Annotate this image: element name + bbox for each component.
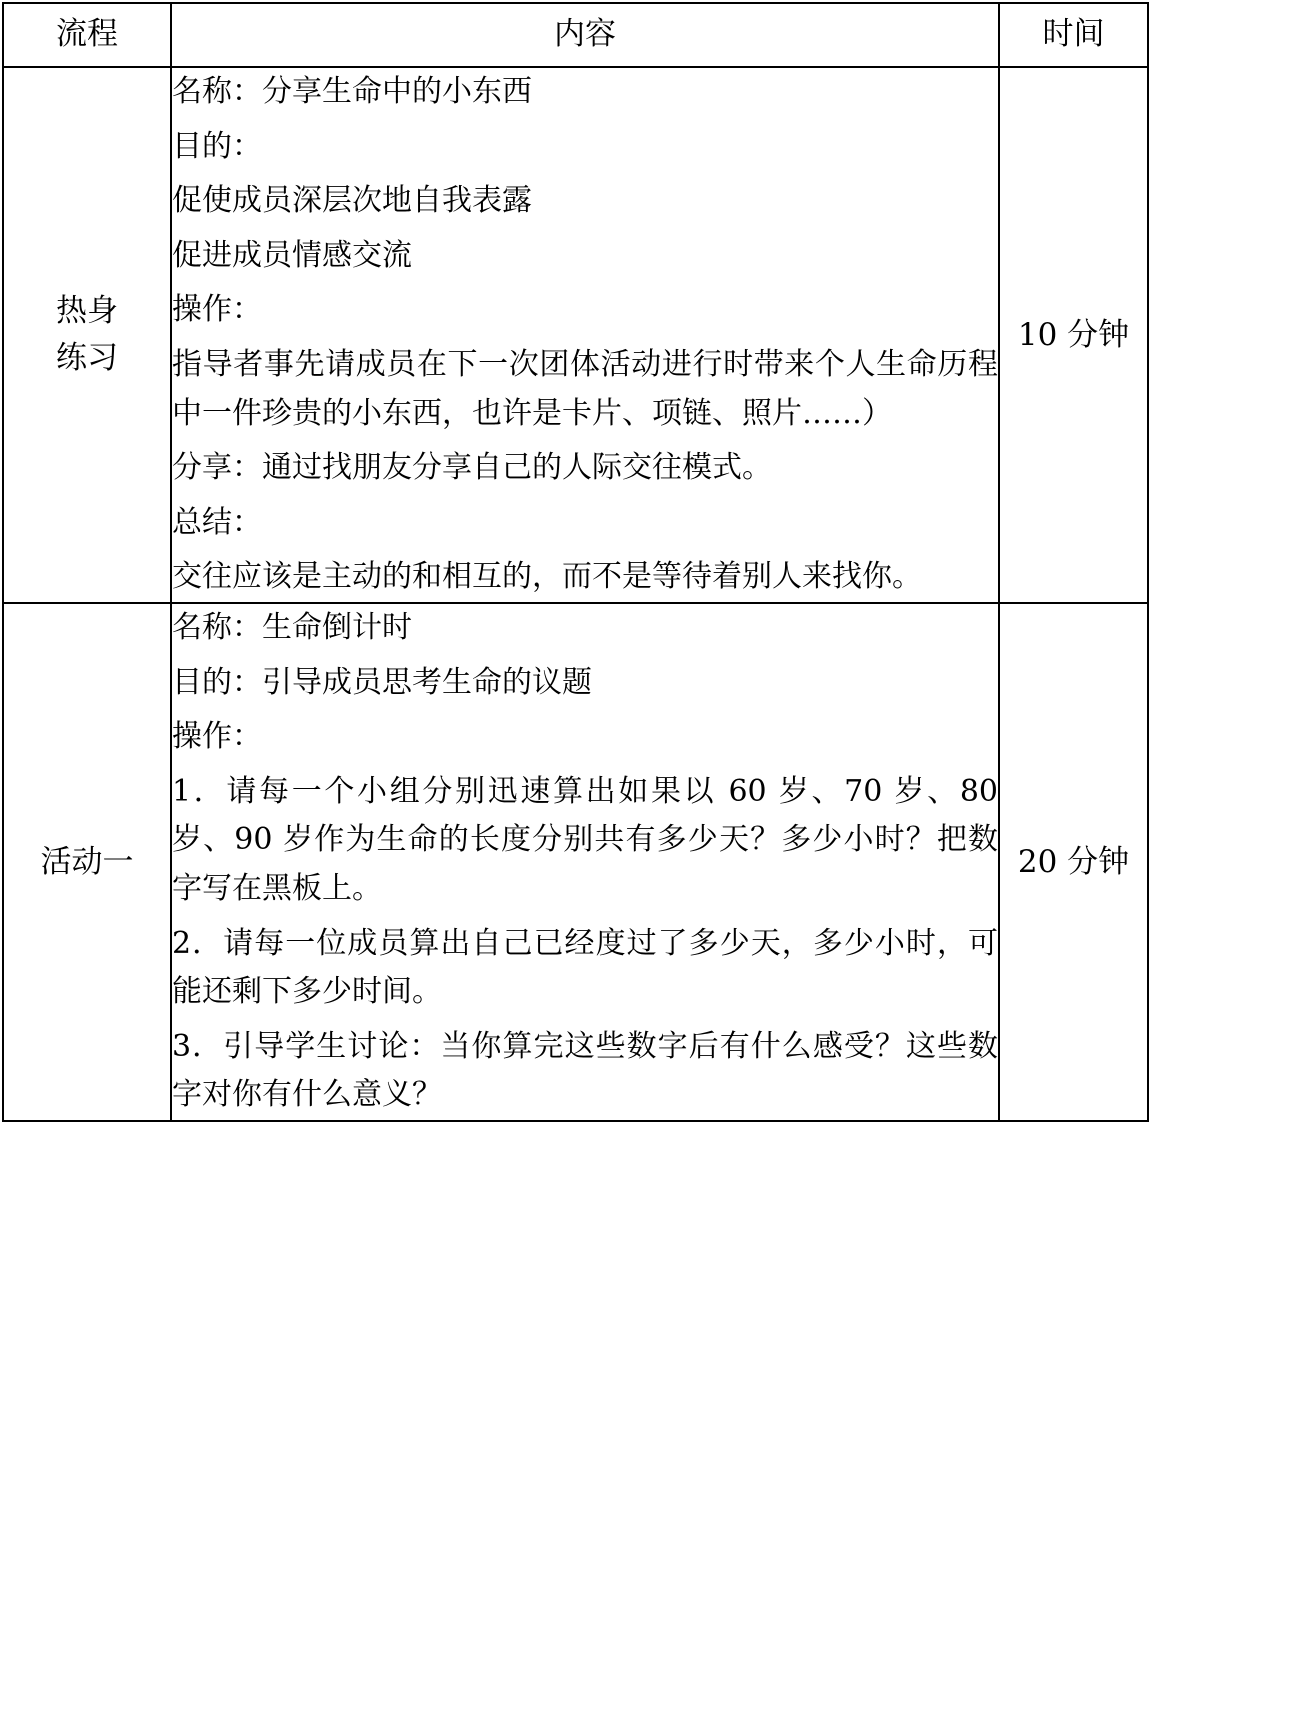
process-label-line: 活动一: [40, 843, 134, 880]
content-paragraph: 指导者事先请成员在下一次团体活动进行时带来个人生命历程中一件珍贵的小东西，也许是卡片、项链、照片……）: [172, 346, 998, 431]
process-label-stack: [4, 288, 170, 381]
header-time: 时间: [999, 3, 1148, 67]
row-time-cell: 10 分钟: [999, 67, 1148, 603]
process-label-line: 练习: [56, 339, 118, 376]
process-label-stack: [4, 839, 170, 886]
row-content-cell: [171, 67, 999, 603]
table-header: [3, 3, 1148, 67]
content-paragraph: 目的：引导成员思考生命的议题: [172, 664, 592, 700]
process-label-line: 热身: [56, 293, 118, 330]
row-content-cell: [171, 603, 999, 1121]
content-paragraph: 2．请每一位成员算出自己已经度过了多少天，多少小时，可能还剩下多少时间。: [172, 925, 998, 1010]
row-process-cell: [3, 603, 171, 1121]
content-paragraph: 操作：: [172, 292, 262, 328]
content-paragraph: 3．引导学生讨论：当你算完这些数字后有什么感受？这些数字对你有什么意义？: [172, 1028, 998, 1113]
content-paragraph: 促使成员深层次地自我表露: [172, 183, 532, 219]
table-row: [3, 67, 1148, 603]
header-content: 内容: [171, 3, 999, 67]
table-row: [3, 603, 1148, 1121]
content-paragraph: 名称：分享生命中的小东西: [172, 74, 532, 109]
content-paragraph: 操作：: [172, 719, 262, 755]
content-paragraph: 名称：生命倒计时: [172, 609, 412, 645]
row-time-cell: 20 分钟: [999, 603, 1148, 1121]
header-process: 流程: [3, 3, 171, 67]
content-paragraph: 分享：通过找朋友分享自己的人际交往模式。: [172, 450, 772, 486]
document-page: [0, 2, 1293, 1731]
table-body: [3, 67, 1148, 1121]
content-paragraph: 总结：: [172, 504, 262, 540]
content-paragraph: 促进成员情感交流: [172, 237, 412, 273]
table-header-row: [3, 3, 1148, 67]
content-paragraph: 目的：: [172, 128, 262, 164]
row-process-cell: [3, 67, 171, 603]
content-paragraph: 交往应该是主动的和相互的，而不是等待着别人来找你。: [172, 559, 922, 595]
content-paragraph: 1．请每一个小组分别迅速算出如果以 60 岁、70 岁、80 岁、90 岁作为生命的长度分别共有多少天？多少小时？把数字写在黑板上。: [172, 773, 998, 906]
lesson-plan-table: [2, 2, 1149, 1122]
